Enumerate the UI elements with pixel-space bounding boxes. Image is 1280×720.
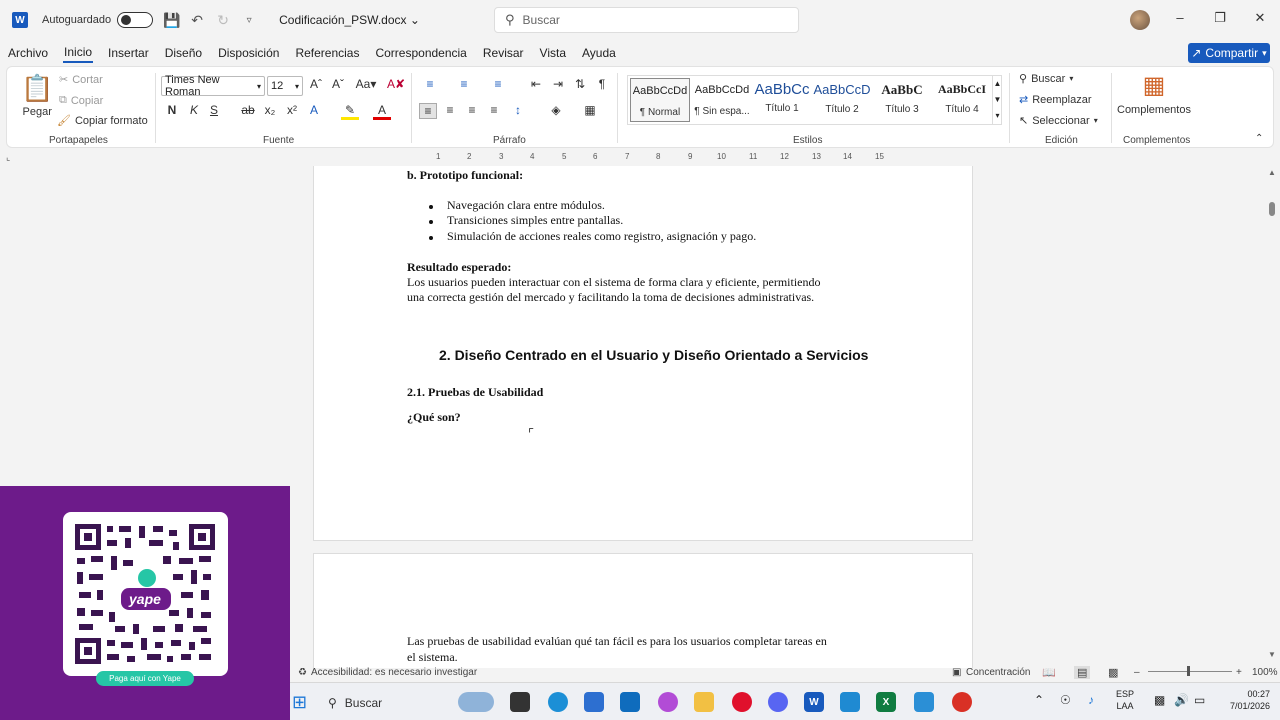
- ruler-number: 1: [436, 152, 441, 161]
- tab-vista[interactable]: Vista: [539, 46, 567, 60]
- bullets-icon[interactable]: ≡: [426, 77, 434, 91]
- clock-time: 00:27: [1247, 689, 1270, 699]
- volume-icon[interactable]: 🔊: [1174, 693, 1189, 707]
- search-placeholder: Buscar: [522, 13, 560, 27]
- style-heading-2[interactable]: [812, 78, 872, 122]
- change-case-icon[interactable]: Aa▾: [355, 77, 377, 91]
- list-item: Navegación clara entre módulos.: [447, 198, 605, 212]
- divider: [617, 73, 618, 143]
- language-code: ESP: [1116, 689, 1135, 699]
- style-name: ¶ Normal: [639, 107, 681, 118]
- close-icon[interactable]: ✕: [1254, 10, 1266, 25]
- replace-button[interactable]: [1019, 93, 1092, 106]
- underline-icon[interactable]: S: [209, 103, 218, 117]
- taskbar-search-label: Buscar: [344, 696, 383, 710]
- excel-icon[interactable]: X: [876, 692, 896, 712]
- ribbon-tabs: [0, 42, 1280, 64]
- zoom-level[interactable]: 100%: [1252, 666, 1278, 678]
- bullet-dot: [429, 205, 433, 209]
- highlight-icon[interactable]: ✎: [341, 103, 359, 120]
- chevron-down-icon: ▾: [1093, 116, 1098, 125]
- zoom-slider[interactable]: [1148, 671, 1232, 672]
- save-icon[interactable]: 💾: [163, 11, 181, 28]
- style-sample: AaBbCc: [754, 81, 810, 98]
- focus-icon: ▣: [952, 666, 962, 678]
- find-label: Buscar: [1031, 72, 1066, 85]
- ruler-number: 5: [562, 152, 567, 161]
- search-icon: ⚲: [505, 12, 515, 27]
- align-center-icon[interactable]: ≡: [446, 103, 454, 117]
- body-text-line: el sistema.: [407, 650, 458, 664]
- focus-mode-button[interactable]: Concentración: [966, 666, 1031, 678]
- shrink-font-icon[interactable]: Aˇ: [332, 77, 344, 91]
- scissors-icon: ✂: [59, 74, 69, 86]
- chevron-down-icon: ▾: [294, 81, 299, 91]
- accessibility-icon: ♻: [298, 666, 307, 678]
- multilevel-list-icon[interactable]: ≡: [494, 77, 502, 91]
- ruler-number: 15: [875, 152, 884, 161]
- cursor-icon: ↖: [1019, 115, 1029, 127]
- divider: [155, 73, 156, 143]
- file-explorer-icon[interactable]: [694, 692, 714, 712]
- scroll-up-icon[interactable]: ▲: [1268, 168, 1276, 177]
- zoom-slider-thumb[interactable]: [1187, 666, 1190, 676]
- group-label-addins: Complementos: [1123, 135, 1191, 146]
- chrome-icon[interactable]: [952, 692, 972, 712]
- title-search-box[interactable]: [494, 7, 799, 33]
- tab-disposicion[interactable]: Disposición: [218, 46, 280, 60]
- language-layout: LAA: [1116, 701, 1134, 711]
- line-spacing-icon[interactable]: ↕: [515, 103, 521, 117]
- style-heading-1[interactable]: [752, 78, 812, 122]
- sort-icon[interactable]: ⇅: [574, 77, 586, 91]
- justify-icon[interactable]: ≡: [490, 103, 498, 117]
- document-page[interactable]: [313, 166, 973, 541]
- increase-indent-icon[interactable]: ⇥: [552, 77, 564, 91]
- select-button[interactable]: [1019, 114, 1098, 127]
- chevron-up-icon[interactable]: ⌃: [1034, 693, 1045, 707]
- subsection-heading: 2.1. Pruebas de Usabilidad: [407, 385, 544, 399]
- divider: [1009, 73, 1010, 143]
- word-taskbar-icon[interactable]: W: [804, 692, 824, 712]
- divider: [411, 73, 412, 143]
- share-label: Compartir: [1205, 46, 1259, 60]
- subheading-prototype: b. Prototipo funcional:: [407, 168, 524, 182]
- clock-date: 7/01/2026: [1229, 701, 1270, 711]
- format-painter-label: Copiar formato: [74, 114, 148, 127]
- scroll-thumb[interactable]: [1269, 202, 1275, 216]
- superscript-icon[interactable]: x²: [287, 103, 297, 117]
- copy-button[interactable]: [59, 94, 103, 107]
- tab-insertar[interactable]: Insertar: [108, 46, 149, 60]
- zoom-in-icon[interactable]: +: [1236, 666, 1242, 678]
- opera-icon[interactable]: [732, 692, 752, 712]
- clipboard-icon: 📋: [21, 73, 54, 103]
- select-label: Seleccionar: [1032, 114, 1090, 127]
- discord-icon[interactable]: [768, 692, 788, 712]
- tab-diseno[interactable]: Diseño: [164, 46, 203, 60]
- minimize-icon[interactable]: –: [1176, 10, 1184, 25]
- document-title[interactable]: Codificación_PSW.docx ⌄: [279, 13, 420, 27]
- scroll-down-icon[interactable]: ▼: [1268, 650, 1276, 659]
- outlook-icon[interactable]: [620, 692, 640, 712]
- style-sample: AaBbC: [881, 82, 923, 97]
- grow-font-icon[interactable]: Aˆ: [310, 77, 322, 91]
- style-heading-4[interactable]: [932, 78, 992, 122]
- font-size-value: 12: [271, 80, 284, 92]
- accessibility-status[interactable]: Accesibilidad: es necesario investigar: [310, 666, 478, 678]
- collapse-ribbon-icon[interactable]: ⌃: [1255, 133, 1264, 144]
- ruler-number: 2: [467, 152, 472, 161]
- style-normal[interactable]: [630, 78, 690, 122]
- notepad-icon[interactable]: [914, 692, 934, 712]
- tab-archivo[interactable]: Archivo: [8, 46, 49, 60]
- group-label-clipboard: Portapapeles: [49, 135, 108, 146]
- maximize-icon[interactable]: ❐: [1214, 10, 1226, 25]
- tab-revisar[interactable]: Revisar: [482, 46, 524, 60]
- ruler-number: 13: [812, 152, 821, 161]
- styles-gallery: [627, 75, 1002, 125]
- borders-icon[interactable]: ▦: [584, 103, 596, 117]
- document-page[interactable]: [313, 553, 973, 668]
- ribbon: [6, 66, 1274, 148]
- taskbar: [290, 682, 1280, 720]
- ruler-number: 6: [593, 152, 598, 161]
- chevron-down-icon: ▾: [1262, 47, 1267, 58]
- tab-referencias[interactable]: Referencias: [295, 46, 360, 60]
- share-icon: ↗: [1191, 46, 1202, 60]
- ruler-number: 4: [530, 152, 535, 161]
- section-heading: 2. Diseño Centrado en el Usuario y Diseño Orientado a Servicios: [439, 347, 869, 363]
- share-button[interactable]: [1188, 43, 1270, 63]
- ruler-number: 9: [688, 152, 693, 161]
- styles-scroll[interactable]: ▲ ▼ ▾: [992, 76, 1002, 124]
- ruler-number: 8: [656, 152, 661, 161]
- clear-format-icon[interactable]: A✘: [387, 77, 406, 91]
- text-effects-icon[interactable]: A: [309, 103, 318, 117]
- tab-correspondencia[interactable]: Correspondencia: [375, 46, 467, 60]
- chevron-down-icon: ▾: [1069, 74, 1074, 83]
- style-name: Título 1: [765, 103, 799, 114]
- font-color-icon[interactable]: A: [373, 103, 391, 120]
- edge-icon[interactable]: [548, 692, 568, 712]
- body-text-line: Las pruebas de usabilidad evalúan qué tan fácil es para los usuarios completar tareas en: [407, 634, 827, 648]
- find-button[interactable]: [1019, 72, 1073, 85]
- text-cursor-icon: ⌜: [528, 426, 535, 441]
- paste-label: Pegar: [22, 106, 52, 118]
- windows-start-icon[interactable]: ⊞: [292, 692, 308, 712]
- group-label-editing: Edición: [1045, 135, 1078, 146]
- ruler-number: 3: [499, 152, 504, 161]
- autosave-toggle[interactable]: [117, 12, 153, 28]
- subscript-icon[interactable]: x₂: [264, 103, 276, 117]
- cut-label: Cortar: [72, 73, 103, 86]
- search-icon: ⚲: [328, 696, 337, 710]
- status-bar: [290, 662, 1280, 682]
- style-no-spacing[interactable]: [692, 78, 752, 122]
- align-left-icon[interactable]: ≡: [419, 103, 437, 119]
- group-label-paragraph: Párrafo: [493, 135, 526, 146]
- group-label-font: Fuente: [263, 135, 295, 146]
- font-name-value: Times New Roman: [165, 74, 220, 98]
- style-sample: AaBbCcI: [937, 82, 986, 96]
- strikethrough-icon[interactable]: ab: [241, 103, 255, 117]
- ruler-number: 7: [625, 152, 630, 161]
- network-icon[interactable]: ▩: [1154, 693, 1166, 707]
- align-right-icon[interactable]: ≡: [468, 103, 476, 117]
- security-icon[interactable]: ☉: [1060, 693, 1071, 707]
- ruler-number: 11: [749, 152, 758, 161]
- numbering-icon[interactable]: ≡: [460, 77, 468, 91]
- bold-icon[interactable]: N: [167, 103, 177, 117]
- result-text-line: Los usuarios pueden interactuar con el sistema de forma clara y eficiente, permitiendo: [407, 275, 821, 289]
- customize-qat-icon[interactable]: ▿: [246, 14, 252, 26]
- qr-card: [63, 512, 228, 676]
- language-indicator[interactable]: [1116, 688, 1134, 712]
- style-name: ¶ Sin espa...: [694, 106, 750, 117]
- addins-label: Complementos: [1117, 104, 1191, 116]
- battery-icon[interactable]: ▭: [1194, 693, 1206, 707]
- style-sample: AaBbCcDd: [694, 84, 750, 96]
- shading-icon[interactable]: ◈: [551, 103, 561, 117]
- list-item: Transiciones simples entre pantallas.: [447, 213, 624, 227]
- result-text-line: una correcta gestión del mercado y facilitando la toma de decisiones administrativas.: [407, 290, 815, 304]
- style-name: Título 4: [945, 104, 979, 115]
- bullet-dot: [429, 236, 433, 240]
- store-icon[interactable]: [584, 692, 604, 712]
- vscode-icon[interactable]: [840, 692, 860, 712]
- widgets-icon[interactable]: [458, 692, 494, 712]
- ruler-number: 10: [717, 152, 726, 161]
- yape-payment-panel: [0, 486, 290, 720]
- yape-pay-button[interactable]: Paga aquí con Yape: [96, 671, 194, 686]
- pilcrow-icon[interactable]: ¶: [598, 77, 606, 91]
- result-label: Resultado esperado:: [407, 260, 512, 274]
- copilot-icon[interactable]: [658, 692, 678, 712]
- copy-label: Copiar: [70, 94, 104, 107]
- horizontal-ruler[interactable]: [314, 152, 974, 164]
- divider: [1111, 73, 1112, 143]
- ruler-number: 12: [780, 152, 789, 161]
- brush-icon: 🖌: [57, 115, 71, 127]
- read-mode-icon[interactable]: 📖: [1042, 666, 1056, 679]
- redo-icon[interactable]: ↻: [217, 11, 229, 28]
- chevron-down-icon: ▾: [256, 81, 261, 91]
- replace-icon: ⇄: [1019, 94, 1029, 106]
- list-item: Simulación de acciones reales como registro, asignación y pago.: [447, 229, 757, 243]
- style-sample: AaBbCcD: [813, 82, 871, 97]
- print-layout-icon[interactable]: ▤: [1074, 666, 1090, 679]
- autosave-label: Autoguardado: [42, 14, 112, 26]
- style-name: Título 2: [825, 104, 859, 115]
- undo-icon[interactable]: ↶: [191, 11, 203, 28]
- font-size-select[interactable]: [267, 76, 303, 96]
- web-layout-icon[interactable]: ▩: [1108, 666, 1119, 679]
- addins-grid-icon: ▦: [1142, 72, 1166, 99]
- group-label-styles: Estilos: [793, 135, 823, 146]
- vertical-scrollbar[interactable]: [1266, 168, 1278, 662]
- cut-button[interactable]: [59, 73, 103, 86]
- format-painter-button[interactable]: [57, 114, 148, 127]
- paste-button[interactable]: [21, 73, 53, 118]
- search-icon: ⚲: [1019, 73, 1028, 85]
- style-heading-3[interactable]: [872, 78, 932, 122]
- replace-label: Reemplazar: [1032, 93, 1092, 106]
- bullet-dot: [429, 220, 433, 224]
- clock[interactable]: [1220, 688, 1270, 712]
- font-name-select[interactable]: [161, 76, 265, 96]
- ruler-number: 14: [843, 152, 852, 161]
- yape-logo: yape: [129, 591, 161, 607]
- task-view-icon[interactable]: [510, 692, 530, 712]
- tab-inicio[interactable]: Inicio: [63, 43, 93, 63]
- decrease-indent-icon[interactable]: ⇤: [530, 77, 542, 91]
- zoom-out-icon[interactable]: –: [1134, 666, 1140, 678]
- tab-selector-icon[interactable]: ⌞: [6, 152, 11, 162]
- question-heading: ¿Qué son?: [407, 410, 461, 424]
- style-sample: AaBbCcDd: [632, 85, 688, 97]
- word-logo-icon: W: [12, 12, 28, 28]
- style-name: Título 3: [885, 104, 919, 115]
- copy-icon: ⧉: [59, 94, 67, 106]
- addins-button[interactable]: [1117, 71, 1191, 116]
- italic-icon[interactable]: K: [189, 103, 198, 117]
- tab-ayuda[interactable]: Ayuda: [582, 46, 616, 60]
- microphone-icon[interactable]: ♪: [1088, 693, 1094, 707]
- user-avatar[interactable]: [1130, 10, 1150, 30]
